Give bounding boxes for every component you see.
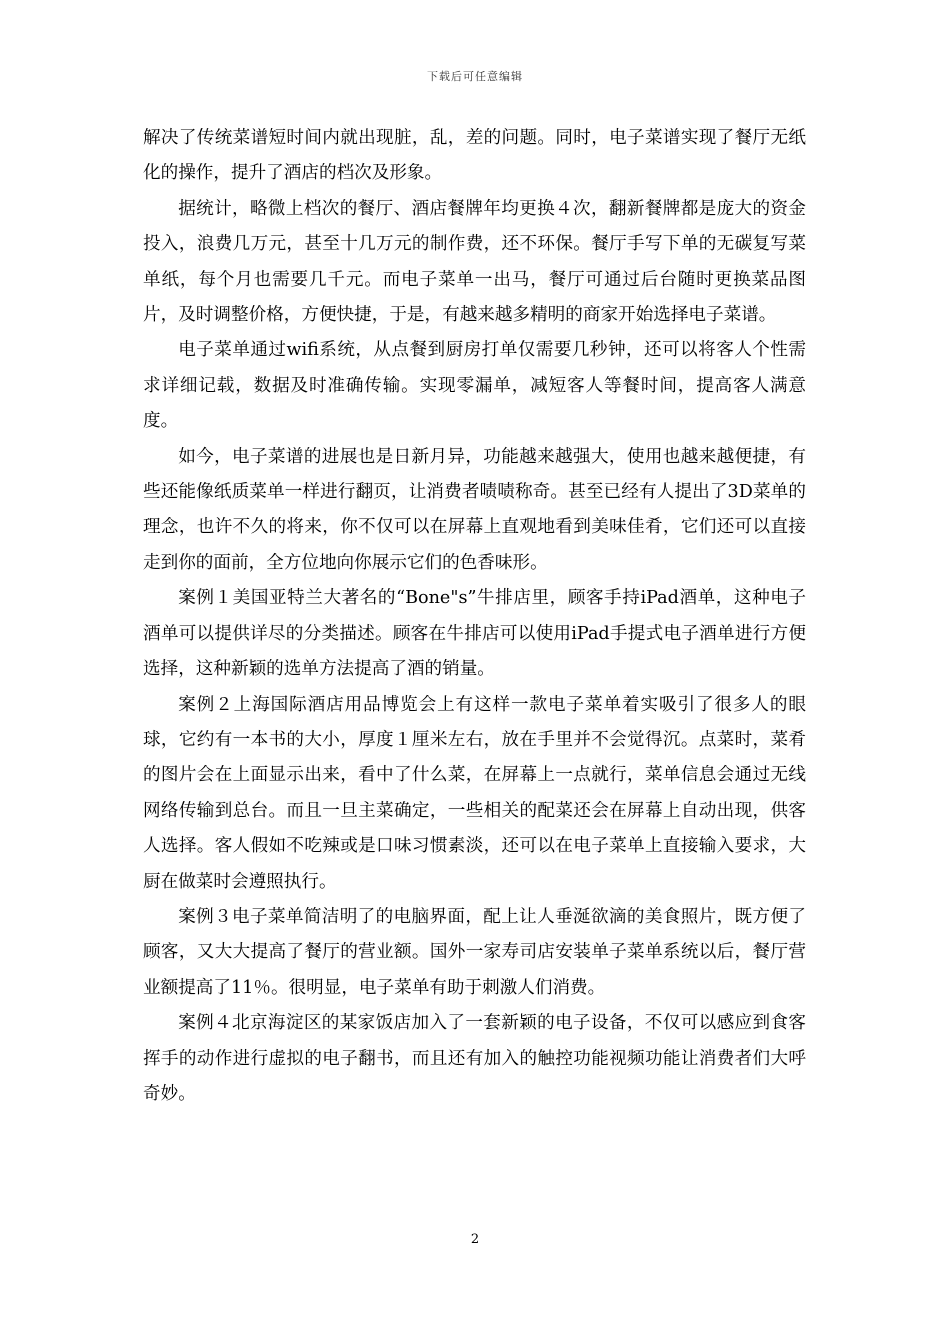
document-body bbox=[143, 121, 806, 1112]
paragraph-case-2: 案例２上海国际酒店用品博览会上有这样一款电子菜单着实吸引了很多人的眼球，它约有一本书的大小，厚度１厘米左右，放在手里并不会觉得沉。点菜时，菜肴的图片会在上面显示出来，看中了什么菜，在屏幕上一点就行，菜单信息会通过无线网络传输到总台。而且一旦主菜确定，一些相关的配菜还会在屏幕上自动出现，供客人选择。客人假如不吃辣或是口味习惯素淡，还可以在电子菜单上直接输入要求，大厨在做菜时会遵照执行。 bbox=[143, 694, 806, 892]
page-number: 2 bbox=[470, 1232, 480, 1247]
paragraph-statistics: 据统计，略微上档次的餐厅、酒店餐牌年均更换４次，翻新餐牌都是庞大的资金投入，浪费几万元，甚至十几万元的制作费，还不环保。餐厅手写下单的无碳复写菜单纸，每个月也需要几千元。而电子菜单一出马，餐厅可通过后台随时更换菜品图片，及时调整价格，方便快捷，于是，有越来越多精明的商家开始选择电子菜谱。 bbox=[143, 198, 806, 326]
paragraph-development: 如今，电子菜谱的进展也是日新月异，功能越来越强大，使用也越来越便捷，有些还能像纸质菜单一样进行翻页，让消费者啧啧称奇。甚至已经有人提出了3D菜单的理念，也许不久的将来，你不仅可以在屏幕上直观地看到美味佳肴，它们还可以直接走到你的面前，全方位地向你展示它们的色香味形。 bbox=[143, 446, 806, 573]
page-header: 下载后可任意编辑 bbox=[427, 70, 523, 83]
paragraph-case-1: 案例１美国亚特兰大著名的“Bone"s”牛排店里，顾客手持iPad酒单，这种电子酒单可以提供详尽的分类描述。顾客在牛排店可以使用iPad手提式电子酒单进行方便选择，这种新颖的选单方法提高了酒的销量。 bbox=[143, 588, 806, 680]
paragraph-continuation: 解决了传统菜谱短时间内就出现脏，乱，差的问题。同时，电子菜谱实现了餐厅无纸化的操作，提升了酒店的档次及形象。 bbox=[143, 128, 806, 184]
paragraph-case-3: 案例３电子菜单简洁明了的电脑界面，配上让人垂涎欲滴的美食照片，既方便了顾客，又大大提高了餐厅的营业额。国外一家寿司店安装单子菜单系统以后，餐厅营业额提高了11％。很明显，电子菜单有助于刺激人们消费。 bbox=[143, 906, 806, 998]
paragraph-case-4: 案例４北京海淀区的某家饭店加入了一套新颖的电子设备，不仅可以感应到食客挥手的动作进行虚拟的电子翻书，而且还有加入的触控功能视频功能让消费者们大呼奇妙。 bbox=[143, 1013, 806, 1104]
paragraph-wifi: 电子菜单通过wifi系统，从点餐到厨房打单仅需要几秒钟，还可以将客人个性需求详细记载，数据及时准确传输。实现零漏单，减短客人等餐时间，提高客人满意度。 bbox=[143, 340, 806, 432]
